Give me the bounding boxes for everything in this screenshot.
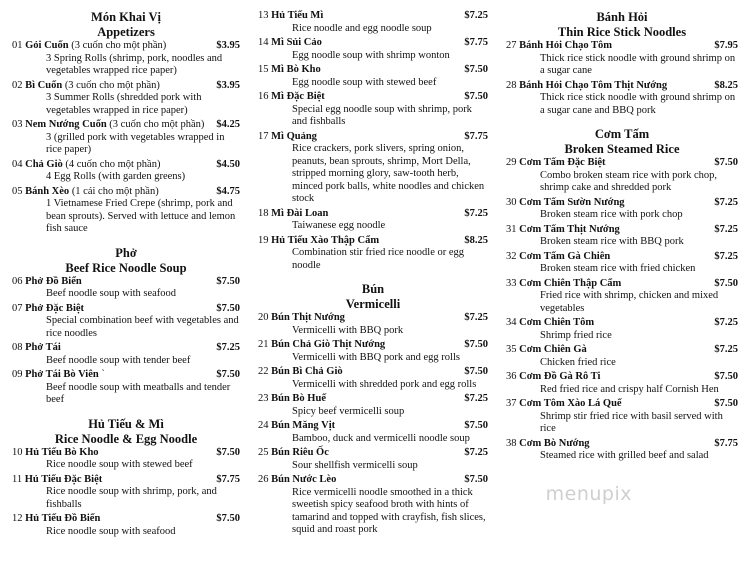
menu-item-number: 12 — [12, 513, 23, 524]
menu-item-name: Bánh Xèo — [25, 185, 70, 197]
menu-item-title — [258, 420, 335, 433]
menu-item-row — [506, 80, 738, 93]
menu-item-row — [506, 157, 738, 170]
menu-item — [12, 513, 240, 538]
menu-item-name: Cơm Chiên Tôm — [519, 317, 595, 328]
menu-item-title — [12, 342, 61, 355]
menu-item-row — [258, 131, 488, 144]
section-gap — [506, 119, 738, 127]
menu-item-title — [258, 312, 345, 325]
menu-item-title — [12, 474, 102, 487]
menu-item-number: 06 — [12, 275, 23, 287]
menu-item-description: Steamed rice with grilled beef and salad — [540, 450, 709, 461]
menu-item-row — [12, 40, 240, 53]
menu-item-number: 03 — [12, 119, 23, 130]
section-title: Cơm Tấm — [594, 127, 650, 141]
menu-item — [12, 159, 240, 184]
menu-item-number: 24 — [258, 420, 269, 431]
menu-item — [506, 40, 738, 78]
section-subtitle: Thin Rice Stick Noodles — [557, 25, 687, 39]
menu-item-row — [506, 251, 738, 264]
menu-item-row — [12, 342, 240, 355]
menu-item-price: $7.25 — [714, 317, 738, 328]
menu-item-number: 13 — [258, 10, 269, 21]
section-gap — [258, 274, 488, 282]
menu-item-name: Mì Đài Loan — [271, 207, 329, 219]
menu-item-name: Phở Tái Bò Viên — [25, 369, 99, 380]
menu-item-description: Bamboo, duck and vermicelli noodle soup — [292, 432, 470, 444]
menu-item-description: 1 Vietnamese Fried Crepe (shrimp, pork and bean sprouts). Served with lettuce and lemon fish sauce — [46, 198, 236, 234]
watermark: menupix — [545, 483, 632, 505]
menu-item-note: (3 cuốn cho một phần) — [64, 79, 160, 91]
menu-item-row — [506, 40, 738, 53]
menu-item — [258, 366, 488, 391]
menu-item-name: Bún Măng Vịt — [271, 420, 336, 431]
menu-item-price: $7.50 — [464, 474, 488, 485]
menu-item-number: 02 — [12, 79, 23, 91]
menu-item-title — [258, 91, 325, 104]
menu-item-title — [12, 447, 99, 460]
menu-item-name: Bún Bò Huế — [271, 393, 326, 404]
menu-item-title — [506, 371, 600, 384]
menu-item — [506, 344, 738, 369]
menu-item — [12, 186, 240, 236]
menu-item-price: $7.75 — [216, 473, 240, 485]
menu-item-name: Hủ Tiếu Đồ Biển — [25, 513, 101, 524]
menu-item-title — [12, 40, 166, 53]
menu-item — [258, 312, 488, 337]
menu-item-number: 30 — [506, 196, 517, 208]
menu-item-number: 28 — [506, 79, 517, 91]
menu-item — [12, 369, 240, 407]
menu-item-price: $7.50 — [464, 366, 488, 377]
menu-item — [506, 317, 738, 342]
menu-item-description: Rice vermicelli noodle smoothed in a thick sweetish spicy seafood broth with hints of tamarind and topped with crayfish, fish slices, squid and roast pork — [292, 486, 486, 535]
menu-item-title — [258, 37, 322, 50]
menu-item-description: Thick rice stick noodle with ground shrimp on a sugar cane and BBQ pork — [540, 92, 736, 116]
menu-item-number: 23 — [258, 393, 269, 404]
menu-item-price: $7.25 — [464, 447, 488, 458]
menu-item-note: (1 cái cho một phần) — [71, 185, 159, 197]
menu-item-price: $7.50 — [714, 277, 738, 289]
menu-item-description: Sour shellfish vermicelli soup — [292, 459, 418, 471]
section-gap — [12, 238, 240, 246]
menu-item-title — [258, 339, 385, 352]
menu-item-number: 07 — [12, 302, 23, 314]
menu-item-title — [258, 235, 379, 248]
section-subtitle: Broken Steamed Rice — [564, 142, 680, 156]
menu-item-title — [258, 447, 329, 460]
menu-column-3 — [506, 10, 738, 465]
menu-item — [506, 278, 738, 316]
menu-item-price: $4.25 — [216, 119, 240, 130]
menu-item — [258, 131, 488, 206]
menu-item-price: $7.25 — [464, 393, 488, 404]
menu-item-title — [12, 186, 159, 199]
menu-item-number: 18 — [258, 207, 269, 219]
menu-item — [258, 37, 488, 62]
menu-item-row — [12, 80, 240, 93]
menu-item-name: Gỏi Cuốn — [25, 40, 69, 51]
menu-item-row — [506, 317, 738, 330]
menu-item-name: Cơm Chiên Thập Cẩm — [519, 277, 622, 289]
menu-item — [506, 80, 738, 118]
menu-item-price: $7.75 — [464, 37, 488, 48]
menu-item-row — [12, 119, 240, 132]
menu-item-row — [258, 37, 488, 50]
menu-item-price: $7.50 — [464, 91, 488, 102]
menu-item-title — [506, 278, 621, 291]
menu-item — [506, 438, 738, 463]
menu-item-description: Rice noodle and egg noodle soup — [292, 22, 432, 34]
menu-item — [258, 208, 488, 233]
menu-item-title — [258, 208, 328, 221]
menu-item-description: Egg noodle soup with stewed beef — [292, 76, 437, 88]
menu-item-price: $4.75 — [216, 185, 240, 197]
menu-item-price: $8.25 — [714, 79, 738, 91]
menu-item-price: $7.50 — [714, 398, 738, 409]
menu-item-price: $7.25 — [464, 10, 488, 21]
menu-item-name: Cơm Bò Nướng — [519, 437, 590, 449]
menu-item-number: 25 — [258, 447, 269, 458]
menu-item-title — [506, 157, 606, 170]
menu-item-row — [12, 474, 240, 487]
section-subtitle: Vermicelli — [345, 297, 401, 311]
menu-item-price: $7.25 — [714, 196, 738, 208]
menu-item-row — [258, 474, 488, 487]
menu-item-name: Hủ Tiếu Xào Thập Cẩm — [271, 234, 380, 246]
menu-item-row — [258, 366, 488, 379]
menu-item-name: Cơm Tấm Sườn Nướng — [519, 196, 625, 208]
menu-item-title — [12, 119, 204, 132]
menu-item-name: Cơm Tôm Xào Lá Quế — [519, 398, 622, 409]
menu-item-title — [506, 344, 587, 357]
menu-item-number: 04 — [12, 158, 23, 170]
menu-item-number: 31 — [506, 223, 517, 235]
menu-item — [258, 447, 488, 472]
menu-item-name: Cơm Tấm Đặc Biệt — [519, 157, 606, 168]
menu-item-row — [506, 371, 738, 384]
menu-item-description: 3 Summer Rolls (shredded pork with vegetables wrapped in rice paper) — [46, 92, 202, 116]
menu-item-price: $7.50 — [216, 446, 240, 458]
menu-item-name: Bún Nước Lèo — [271, 474, 337, 485]
menu-item-title — [506, 317, 594, 330]
menu-item-name: Cơm Chiên Gà — [519, 344, 587, 355]
menu-item-price: $7.25 — [464, 207, 488, 219]
menu-item — [12, 119, 240, 157]
menu-item-row — [12, 159, 240, 172]
menu-item-name: Cơm Tấm Thịt Nướng — [519, 223, 620, 235]
menu-item — [12, 303, 240, 341]
menu-item-title — [506, 251, 610, 264]
menu-item-name: Bì Cuốn — [25, 79, 63, 91]
menu-item-name: Hủ Tiếu Đặc Biệt — [24, 473, 103, 485]
menu-item-title — [12, 80, 160, 93]
menu-item-number: 10 — [12, 446, 23, 458]
menu-item-price: $8.25 — [464, 234, 488, 246]
menu-item-number: 16 — [258, 91, 269, 102]
menu-item-row — [12, 447, 240, 460]
menu-item-description: Thick rice stick noodle with ground shrimp on a sugar cane — [540, 52, 736, 76]
menu-item-price: $7.50 — [714, 371, 738, 382]
menu-item-number: 09 — [12, 369, 23, 380]
section-subtitle: Beef Rice Noodle Soup — [65, 260, 187, 275]
menu-item-row — [506, 278, 738, 291]
menu-item-price: $7.50 — [464, 64, 488, 75]
menu-item-price: $7.50 — [216, 513, 240, 524]
menu-item-description: Shrimp fried rice — [540, 329, 612, 341]
section-title: Bánh Hỏi — [596, 10, 648, 24]
menu-item-title — [506, 438, 590, 451]
menu-item-price: $7.75 — [464, 130, 488, 142]
menu-item-description: 3 (grilled pork with vegetables wrapped in rice paper) — [46, 131, 225, 155]
menu-item-row — [12, 276, 240, 289]
section-title: Phở — [115, 245, 137, 260]
menu-item-title — [506, 224, 620, 237]
menu-item — [12, 474, 240, 512]
menu-item-number: 20 — [258, 312, 269, 323]
menu-item-number: 08 — [12, 342, 23, 353]
menu-item-row — [506, 438, 738, 451]
menu-item-name: Mì Đặc Biệt — [271, 91, 325, 102]
menu-item — [506, 371, 738, 396]
menu-item — [258, 64, 488, 89]
menu-item — [258, 339, 488, 364]
menu-item-name: Hủ Tiếu Bò Kho — [25, 446, 99, 458]
menu-item-note: (4 cuốn cho một phần) — [65, 158, 161, 170]
menu-item-name: Chả Giò — [25, 158, 63, 170]
menu-item-number: 33 — [506, 277, 517, 289]
menu-item-price: $7.50 — [216, 275, 240, 287]
menu-item-price: $7.25 — [216, 342, 240, 353]
menu-item-number: 14 — [258, 37, 269, 48]
menu-item-price: $7.50 — [464, 339, 488, 350]
menu-item-title — [258, 366, 343, 379]
menu-item-row — [258, 393, 488, 406]
menu-item-name: Phở Đặc Biệt — [25, 302, 85, 314]
menu-item-price: $7.50 — [714, 157, 738, 168]
menu-item-number: 32 — [506, 250, 517, 262]
menu-item — [12, 40, 240, 78]
menu-item-row — [258, 208, 488, 221]
menu-item-number: 19 — [258, 234, 269, 246]
menu-item-name: Bún Thịt Nướng — [271, 312, 345, 323]
menu-item-number: 34 — [506, 317, 517, 328]
menu-item-row — [506, 224, 738, 237]
menu-item-name: Bún Bì Chả Giò — [271, 366, 343, 377]
menu-item-price: $7.95 — [714, 40, 738, 51]
menu-item — [258, 393, 488, 418]
menu-item — [12, 276, 240, 301]
menu-item-name: Bánh Hỏi Chạo Tôm Thịt Nướng — [519, 79, 668, 91]
menu-item-title — [12, 369, 105, 382]
menu-item-title — [258, 10, 323, 23]
menu-item-number: 01 — [12, 40, 23, 51]
menu-item-name: Mì Bò Kho — [271, 64, 321, 75]
menu-item-number: 26 — [258, 474, 269, 485]
menu-item-title — [258, 474, 336, 487]
menu-item-price: $3.95 — [216, 40, 240, 51]
menu-item-number: 36 — [506, 371, 517, 382]
menu-item-row — [258, 312, 488, 325]
menu-item-row — [506, 398, 738, 411]
menu-item-title — [12, 276, 82, 289]
menu-item-description: Vermicelli with shredded pork and egg rolls — [292, 378, 477, 390]
menu-item-description: Chicken fried rice — [540, 356, 616, 368]
menu-item-note: ` — [101, 369, 105, 380]
section-gap — [12, 409, 240, 417]
menu-item-description: Broken steam rice with BBQ pork — [540, 236, 684, 247]
menu-column-2 — [258, 10, 488, 539]
menu-item-description: Spicy beef vermicelli soup — [292, 405, 405, 417]
menu-item-number: 17 — [258, 130, 269, 142]
menu-item-price: $7.50 — [216, 369, 240, 380]
menu-item-description: Red fried rice and crispy half Cornish Hen — [540, 383, 719, 395]
menu-item-row — [258, 235, 488, 248]
menu-item-price: $7.50 — [216, 302, 240, 314]
menu-item-name: Nem Nướng Cuốn — [25, 119, 107, 130]
menu-item-price: $4.50 — [216, 158, 240, 170]
menu-item-description: Taiwanese egg noodle — [292, 220, 386, 231]
menu-item — [506, 398, 738, 436]
menu-item-title — [258, 131, 317, 144]
section-title: Món Khai Vị — [91, 10, 161, 24]
menu-item — [12, 447, 240, 472]
menu-item-price: $7.25 — [714, 344, 738, 355]
menu-item — [258, 91, 488, 129]
menu-item-row — [506, 197, 738, 210]
menu-item-name: Mì Sủi Cảo — [271, 37, 322, 48]
menu-item-description: Egg noodle soup with shrimp wonton — [292, 49, 450, 61]
menu-item-title — [258, 393, 326, 406]
menu-item-number: 35 — [506, 344, 517, 355]
menu-item — [258, 474, 488, 537]
menu-item-name: Cơm Đồ Gà Rô Ti — [519, 371, 601, 382]
menu-item-title — [12, 303, 84, 316]
section-title: Bún — [361, 282, 385, 296]
menu-item-name: Mì Quảng — [271, 130, 317, 142]
menu-item-title — [258, 64, 321, 77]
menu-item-number: 21 — [258, 339, 269, 350]
menu-column-1 — [12, 10, 240, 540]
menu-item-name: Phở Đồ Biển — [25, 275, 82, 287]
menu-item-price: $7.75 — [714, 437, 738, 449]
menu-item — [258, 420, 488, 445]
menu-item-row — [258, 10, 488, 23]
menu-item-row — [12, 369, 240, 382]
menu-item-title — [12, 513, 100, 526]
menu-item-number: 27 — [506, 40, 517, 51]
menu-item-description: Vermicelli with BBQ pork and egg rolls — [292, 351, 460, 363]
menu-item-description: Combination stir fried rice noodle or egg noodle — [292, 247, 465, 271]
menu-item-number: 37 — [506, 398, 517, 409]
menu-item-price: $7.25 — [714, 250, 738, 262]
menu-item-number: 05 — [12, 185, 23, 197]
menu-item-name: Bún Riêu Ốc — [271, 447, 329, 458]
menu-item-row — [258, 447, 488, 460]
menu-item-name: Hủ Tiếu Mì — [271, 10, 324, 21]
menu-item-number: 29 — [506, 157, 517, 168]
menu-item-description: 3 Spring Rolls (shrimp, pork, noodles and vegetables wrapped rice paper) — [46, 52, 223, 76]
menu-item — [258, 235, 488, 273]
section-title: Hủ Tiếu & Mì — [88, 416, 164, 431]
menu-item-description: Vermicelli with BBQ pork — [292, 324, 404, 336]
menu-item-title — [506, 398, 622, 411]
menu-item — [506, 157, 738, 195]
menu-item-description: Broken steam rice with pork chop — [540, 209, 683, 220]
menu-item-title — [506, 80, 667, 93]
menu-item-description: Beef noodle soup with seafood — [46, 288, 177, 299]
menu-item-row — [258, 91, 488, 104]
menu-item-number: 22 — [258, 366, 269, 377]
menu-item-number: 11 — [12, 473, 23, 485]
menu-item-row — [12, 513, 240, 526]
menu-item-description: Special egg noodle soup with shrimp, pork and fishballs — [292, 103, 472, 127]
menu-item — [506, 224, 738, 249]
menu-item-description: Beef noodle soup with tender beef — [46, 354, 191, 366]
menu-item — [258, 10, 488, 35]
menu-item-row — [258, 64, 488, 77]
menu-item-description: Special combination beef with vegetables and rice noodles — [46, 315, 239, 339]
section-subtitle: Rice Noodle & Egg Noodle — [54, 431, 198, 446]
menu-item-description: Rice noodle soup with shrimp, pork, and fishballs — [46, 486, 217, 510]
menu-item-row — [506, 344, 738, 357]
menu-item-description: Fried rice with shrimp, chicken and mixed vegetables — [540, 290, 719, 314]
menu-item-row — [12, 186, 240, 199]
menu-item-title — [506, 40, 612, 53]
menu-item-price: $7.25 — [714, 223, 738, 235]
menu-item-description: Rice noodle soup with seafood — [46, 525, 176, 537]
menu-item-name: Bún Chả Giò Thịt Nướng — [271, 339, 386, 350]
menu-item-note: (3 cuốn cho một phần) — [71, 40, 167, 51]
menu-item-title — [506, 197, 625, 210]
menu-item-description: Broken steam rice with fried chicken — [540, 263, 696, 274]
menu-item-number: 38 — [506, 437, 517, 449]
menu-item-row — [258, 420, 488, 433]
menu-item-title — [12, 159, 160, 172]
menu-item — [12, 80, 240, 118]
menu-item-name: Phở Tái — [25, 342, 61, 353]
menu-item-note: (3 cuốn cho một phần) — [109, 119, 205, 130]
menu-item-description: Shrimp stir fried rice with basil served with rice — [540, 410, 723, 434]
menu-item-description: Rice noodle soup with stewed beef — [46, 459, 193, 470]
menu-item-price: $7.50 — [464, 420, 488, 431]
menu-item-description: 4 Egg Rolls (with garden greens) — [46, 171, 186, 182]
menu-item-name: Cơm Tấm Gà Chiên — [519, 250, 611, 262]
section-subtitle: Appetizers — [97, 25, 155, 39]
menu-item-name: Bánh Hỏi Chạo Tôm — [519, 40, 612, 51]
menu-item — [506, 251, 738, 276]
menu-item-row — [258, 339, 488, 352]
menu-item-row — [12, 303, 240, 316]
menu-item-price: $7.25 — [464, 312, 488, 323]
menu-item-price: $3.95 — [216, 79, 240, 91]
menu-item — [12, 342, 240, 367]
menu-item-description: Beef noodle soup with meatballs and tender beef — [46, 381, 231, 405]
menu-item-description: Combo broken steam rice with pork chop, shrimp cake and shredded pork — [540, 169, 718, 193]
menu-item-number: 15 — [258, 64, 269, 75]
menu-item-description: Rice crackers, pork slivers, spring onion, peanuts, bean sprouts, shrimp, Mort Della, stripped morning glory, saw-tooth herb, minced pork balls, white noodles and chicken stock — [292, 143, 485, 204]
menu-item — [506, 197, 738, 222]
